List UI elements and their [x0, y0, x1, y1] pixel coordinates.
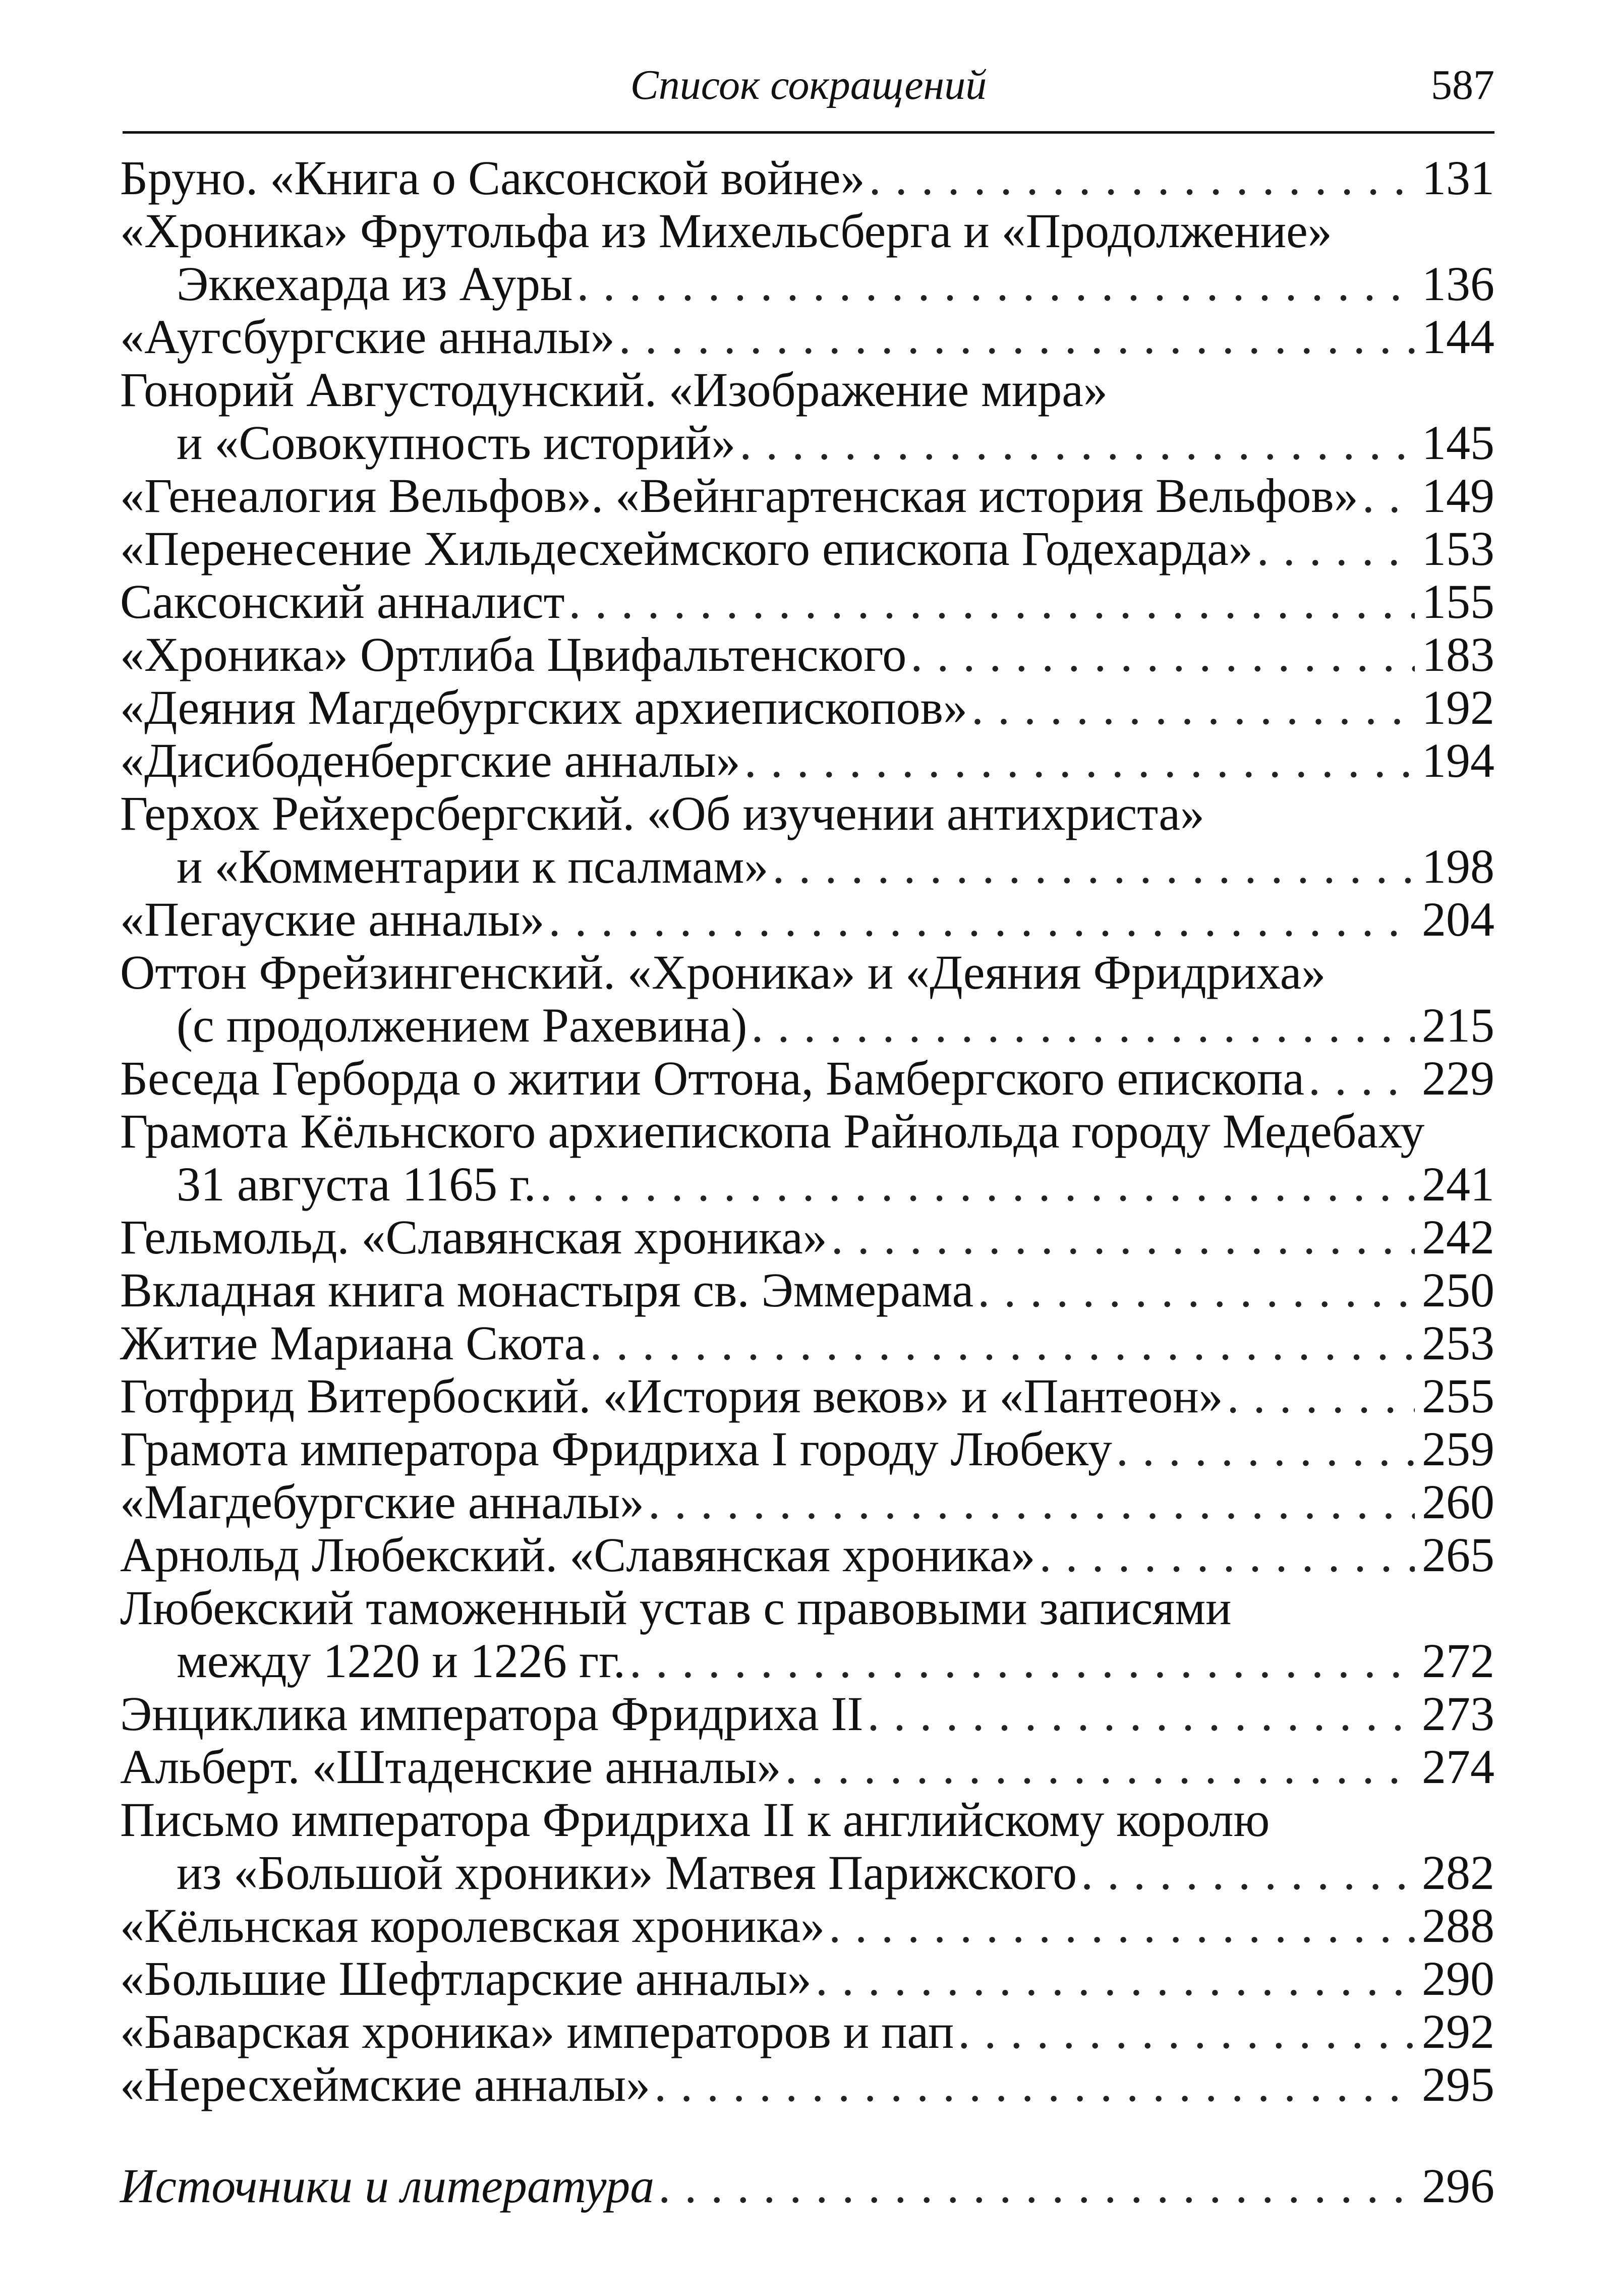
dot-leader [1081, 1846, 1415, 1899]
dot-leader [831, 1211, 1415, 1264]
toc-entry-title: Гельмольд. «Славянская хроника» [120, 1210, 827, 1264]
dot-leader [629, 1634, 1415, 1687]
toc-page-number: 272 [1422, 1634, 1494, 1688]
toc-entry-continuation [120, 840, 1494, 893]
dot-leader [1362, 469, 1415, 522]
toc-entry-title: «Аугсбургские анналы» [120, 310, 615, 364]
toc-entry-line [120, 1740, 1494, 1793]
toc-entry-title: Любекский таможенный устав с правовыми записями [120, 1581, 1232, 1635]
toc-page-number: 242 [1422, 1210, 1494, 1264]
toc-entry-title: Арнольд Любекский. «Славянская хроника» [120, 1528, 1035, 1582]
toc-entry-title: «Кёльнская королевская хроника» [120, 1899, 825, 1953]
toc-entry-continuation [120, 1634, 1494, 1687]
toc-entry-title: Письмо императора Фридриха II к английскому королю [120, 1793, 1270, 1847]
toc-entry-continuation [120, 257, 1494, 310]
toc-entry-line [120, 946, 1494, 999]
toc-page-number: 288 [1422, 1899, 1494, 1953]
dot-leader [590, 1316, 1415, 1369]
toc-entry [120, 787, 1494, 893]
toc-entry-line [120, 151, 1494, 204]
toc-entry-title: Герхох Рейхерсбергский. «Об изучении антихриста» [120, 786, 1204, 840]
toc-entry-title: Готфрид Витербоский. «История веков» и «Пантеон» [120, 1369, 1223, 1423]
dot-leader [648, 1475, 1415, 1528]
toc-entry-title: «Пегауские анналы» [120, 892, 545, 946]
toc-entry-title: между 1220 и 1226 гг. [177, 1634, 625, 1688]
toc-entry [120, 946, 1494, 1052]
toc-page-number: 259 [1422, 1422, 1494, 1476]
toc-entry-title: и «Совокупность историй» [177, 416, 736, 470]
dot-leader [577, 257, 1415, 310]
toc-page-number: 265 [1422, 1528, 1494, 1582]
toc-entry-title: Гонорий Августодунский. «Изображение мира» [120, 363, 1108, 417]
toc-entry-line [120, 1422, 1494, 1475]
toc-entry-title: и «Комментарии к псалмам» [177, 839, 769, 893]
toc-entry [120, 1422, 1494, 1475]
toc-entry-line [120, 2058, 1494, 2111]
dot-leader [569, 575, 1415, 628]
toc-entry-title: Оттон Фрейзингенский. «Хроника» и «Деяния Фридриха» [120, 945, 1326, 999]
toc-entry-continuation [120, 999, 1494, 1052]
toc-entry [120, 363, 1494, 469]
toc-page-number: 229 [1422, 1051, 1494, 1105]
toc-entry-title: Грамота императора Фридриха I городу Любеку [120, 1422, 1112, 1476]
toc-entry [120, 681, 1494, 734]
toc-entry-line [120, 1105, 1494, 1158]
toc-page-number: 290 [1422, 1951, 1494, 2005]
toc-entry-line [120, 575, 1494, 628]
toc-entry-title: Беседа Герборда о житии Оттона, Бамбергского епископа [120, 1051, 1305, 1105]
toc-entry-line [120, 1052, 1494, 1105]
toc-entry [120, 1793, 1494, 1899]
toc-page-number: 144 [1422, 310, 1494, 364]
toc-entry-title: «Деяния Магдебургских архиепископов» [120, 680, 967, 734]
toc-entry-line [120, 734, 1494, 787]
toc-entry-title: (с продолжением Рахевина) [177, 998, 747, 1052]
toc-page-number: 255 [1422, 1369, 1494, 1423]
toc-entry-line [120, 1528, 1494, 1581]
dot-leader [869, 151, 1415, 204]
dot-leader [829, 1899, 1415, 1952]
toc-page-number: 260 [1422, 1475, 1494, 1529]
dot-leader [658, 2159, 1415, 2212]
dot-leader [816, 1952, 1415, 2005]
toc-entry-continuation [120, 1158, 1494, 1211]
toc-entry-line [120, 1793, 1494, 1846]
toc-entry [120, 1581, 1494, 1687]
dot-leader [977, 1264, 1415, 1316]
toc-page-number: 131 [1422, 151, 1494, 205]
toc-entry-title: из «Большой хроники» Матвея Парижского [177, 1846, 1077, 1900]
dot-leader [739, 416, 1415, 469]
toc-entry [120, 734, 1494, 787]
dot-leader [654, 2058, 1415, 2111]
dot-leader [549, 893, 1415, 946]
toc-entry-line [120, 2005, 1494, 2058]
toc-entry-title: «Генеалогия Вельфов». «Вейнгартенская история Вельфов» [120, 469, 1358, 523]
toc-entry [120, 1952, 1494, 2005]
dot-leader [1227, 1369, 1415, 1422]
toc-entry-line [120, 310, 1494, 363]
toc-page-number: 194 [1422, 733, 1494, 787]
toc-entry-line [120, 1211, 1494, 1264]
toc-entry-title: Источники и литература [120, 2159, 655, 2213]
toc-entry-title: «Перенесение Хильдесхеймского епископа Годехарда» [120, 522, 1253, 576]
toc-entry-line [120, 787, 1494, 840]
toc-page-number: 136 [1422, 257, 1494, 311]
toc-entry [120, 1740, 1494, 1793]
toc-entry-title: «Нересхеймские анналы» [120, 2057, 651, 2111]
toc-page-number: 192 [1422, 680, 1494, 734]
toc-page-number: 198 [1422, 839, 1494, 893]
dot-leader [1116, 1422, 1415, 1475]
toc-entry-title: Грамота Кёльнского архиепископа Райнольда городу Медебаху [120, 1104, 1425, 1158]
toc-entry-line [120, 893, 1494, 946]
toc-entry [120, 522, 1494, 575]
toc-entry [120, 575, 1494, 628]
toc-entry [120, 2005, 1494, 2058]
toc-entry [120, 204, 1494, 310]
toc-entry-line [120, 204, 1494, 257]
toc-entry-line [120, 1316, 1494, 1369]
toc-entry-continuation [120, 416, 1494, 469]
toc-page-number: 274 [1422, 1740, 1494, 1794]
toc-entry [120, 151, 1494, 204]
toc-entry [120, 310, 1494, 363]
toc-page-number: 183 [1422, 627, 1494, 681]
toc-entry-line [120, 1687, 1494, 1740]
toc-page-number: 155 [1422, 575, 1494, 628]
toc-entry-line [120, 1264, 1494, 1316]
toc-entry [120, 1528, 1494, 1581]
dot-leader [1039, 1528, 1415, 1581]
toc-entry-line [120, 628, 1494, 681]
toc-entry-line [120, 1899, 1494, 1952]
toc-entry-line [120, 469, 1494, 522]
toc-entry-title: Бруно. «Книга о Саксонской войне» [120, 151, 865, 205]
toc-entry-title: Энциклика императора Фридриха II [120, 1687, 863, 1741]
toc-page-number: 204 [1422, 892, 1494, 946]
toc-entry-line [120, 363, 1494, 416]
toc-entry-line [120, 1952, 1494, 2005]
toc-entry-continuation [120, 1846, 1494, 1899]
toc-entry [120, 1475, 1494, 1528]
toc-page-number: 241 [1422, 1157, 1494, 1211]
dot-leader [1308, 1052, 1415, 1105]
toc-entry [120, 469, 1494, 522]
toc-entry [120, 1316, 1494, 1369]
toc-page-number: 149 [1422, 469, 1494, 523]
toc-entry-title: Альберт. «Штаденские анналы» [120, 1740, 781, 1794]
toc-entry-line [120, 2159, 1494, 2212]
toc-entry-title: Вкладная книга монастыря св. Эммерама [120, 1263, 974, 1317]
toc-entry [120, 893, 1494, 946]
toc-page-number: 296 [1422, 2159, 1494, 2213]
dot-leader [772, 840, 1415, 893]
toc-entry-title: Саксонский анналист [120, 575, 565, 628]
toc-page-number: 295 [1422, 2057, 1494, 2111]
dot-leader [971, 681, 1415, 734]
toc-entry [120, 1687, 1494, 1740]
page-number: 587 [1431, 62, 1494, 108]
dot-leader [1257, 522, 1415, 575]
toc-entry [120, 2058, 1494, 2111]
dot-leader [785, 1740, 1415, 1793]
dot-leader [540, 1158, 1415, 1211]
toc-entry-line [120, 522, 1494, 575]
toc-entry [120, 1899, 1494, 1952]
toc-entry [120, 628, 1494, 681]
toc-entry-title: Житие Мариана Скота [120, 1316, 586, 1370]
toc-entry-title: «Магдебургские анналы» [120, 1475, 645, 1529]
toc-page-number: 153 [1422, 522, 1494, 576]
toc-entry [120, 2159, 1494, 2212]
toc-entry [120, 1052, 1494, 1105]
table-of-contents [120, 151, 1494, 2212]
toc-entry [120, 1264, 1494, 1316]
dot-leader [867, 1687, 1415, 1740]
dot-leader [619, 310, 1415, 363]
toc-page-number: 282 [1422, 1846, 1494, 1900]
dot-leader [751, 999, 1415, 1052]
toc-entry-title: «Баварская хроника» императоров и пап [120, 2004, 954, 2058]
toc-entry-line [120, 681, 1494, 734]
toc-page-number: 292 [1422, 2004, 1494, 2058]
toc-entry [120, 1105, 1494, 1211]
toc-entry-title: «Хроника» Ортлиба Цвифальтенского [120, 627, 907, 681]
toc-entry-title: Эккехарда из Ауры [177, 257, 573, 311]
running-title: Список сокращений [630, 62, 987, 108]
dot-leader [744, 734, 1415, 787]
toc-entry [120, 1369, 1494, 1422]
toc-entry-title: «Дисибоденбергские анналы» [120, 733, 740, 787]
toc-entry-title: «Большие Шефтларские анналы» [120, 1951, 812, 2005]
toc-page-number: 215 [1422, 998, 1494, 1052]
toc-entry-title: «Хроника» Фрутольфа из Михельсберга и «Продолжение» [120, 204, 1332, 258]
toc-entry-line [120, 1581, 1494, 1634]
toc-entry-line [120, 1369, 1494, 1422]
toc-page-number: 250 [1422, 1263, 1494, 1317]
dot-leader [958, 2005, 1415, 2058]
toc-entry-line [120, 1475, 1494, 1528]
toc-page-number: 253 [1422, 1316, 1494, 1370]
page-header [123, 55, 1494, 134]
toc-entry-title: 31 августа 1165 г. [177, 1157, 536, 1211]
dot-leader [910, 628, 1415, 681]
toc-page-number: 145 [1422, 416, 1494, 470]
toc-entry [120, 1211, 1494, 1264]
toc-page-number: 273 [1422, 1687, 1494, 1741]
